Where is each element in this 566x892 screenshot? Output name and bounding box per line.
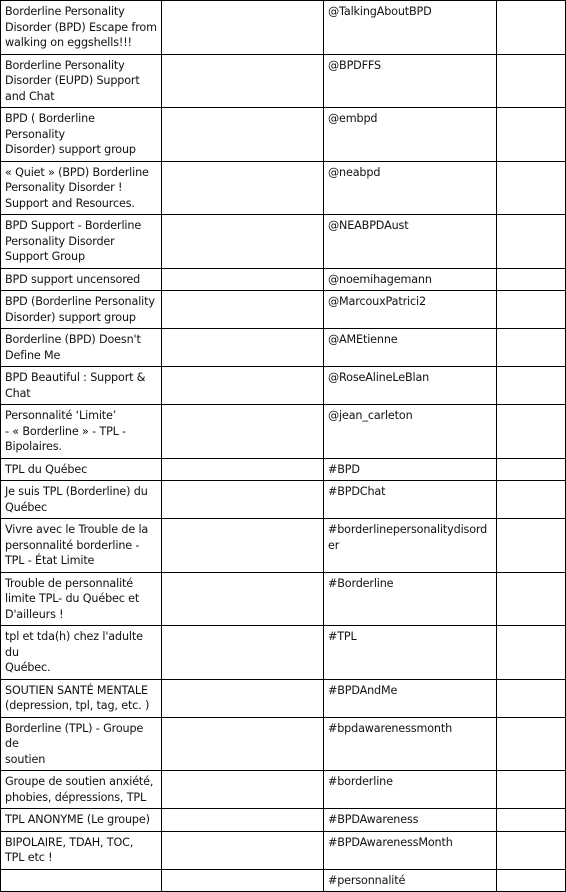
empty-cell xyxy=(162,291,324,329)
table-row xyxy=(1,626,566,680)
empty-cell xyxy=(162,405,324,459)
group-name-cell: Borderline (BPD) Doesn't Define Me xyxy=(1,329,162,367)
empty-cell xyxy=(162,329,324,367)
table-row xyxy=(1,831,566,869)
account-hashtag-cell: #BPDAwarenessMonth xyxy=(324,831,497,869)
account-hashtag-cell: @TalkingAboutBPD xyxy=(324,1,497,55)
empty-cell xyxy=(162,679,324,717)
empty-cell xyxy=(162,519,324,573)
empty-cell xyxy=(162,458,324,481)
account-hashtag-cell: @RoseAlineLeBlan xyxy=(324,367,497,405)
account-hashtag-cell: #BPD xyxy=(324,458,497,481)
table-row xyxy=(1,458,566,481)
table-row xyxy=(1,1,566,55)
account-hashtag-cell: @jean_carleton xyxy=(324,405,497,459)
empty-cell xyxy=(162,161,324,215)
group-name-cell: TPL du Québec xyxy=(1,458,162,481)
empty-cell xyxy=(497,519,566,573)
table-row xyxy=(1,405,566,459)
table-row xyxy=(1,215,566,269)
table-row xyxy=(1,572,566,626)
empty-cell xyxy=(497,329,566,367)
group-name-cell: BPD Beautiful : Support & Chat xyxy=(1,367,162,405)
empty-cell xyxy=(162,367,324,405)
table-row xyxy=(1,108,566,162)
empty-cell xyxy=(497,458,566,481)
account-hashtag-cell: @AMEtienne xyxy=(324,329,497,367)
empty-cell xyxy=(162,771,324,809)
empty-cell xyxy=(497,626,566,680)
group-name-cell: Borderline (TPL) - Groupe de soutien xyxy=(1,717,162,771)
table-row xyxy=(1,717,566,771)
account-hashtag-cell: @MarcouxPatrici2 xyxy=(324,291,497,329)
account-hashtag-cell: @neabpd xyxy=(324,161,497,215)
group-name-cell: « Quiet » (BPD) Borderline Personality Disorder ! Support and Resources. xyxy=(1,161,162,215)
account-hashtag-cell: @embpd xyxy=(324,108,497,162)
table-row xyxy=(1,367,566,405)
group-name-cell: BPD support uncensored xyxy=(1,268,162,291)
empty-cell xyxy=(497,771,566,809)
account-hashtag-cell: #personnalité xyxy=(324,869,497,892)
empty-cell xyxy=(497,215,566,269)
group-name-cell: BPD ( Borderline Personality Disorder) support group xyxy=(1,108,162,162)
table-row xyxy=(1,481,566,519)
empty-cell xyxy=(162,268,324,291)
account-hashtag-cell: #BPDAwareness xyxy=(324,809,497,832)
empty-cell xyxy=(497,291,566,329)
empty-cell xyxy=(162,572,324,626)
group-name-cell: Je suis TPL (Borderline) du Québec xyxy=(1,481,162,519)
account-hashtag-cell: #BPDChat xyxy=(324,481,497,519)
account-hashtag-cell: #Borderline xyxy=(324,572,497,626)
account-hashtag-cell: #BPDAndMe xyxy=(324,679,497,717)
account-hashtag-cell: #TPL xyxy=(324,626,497,680)
account-hashtag-cell: #borderline xyxy=(324,771,497,809)
table-row xyxy=(1,519,566,573)
empty-cell xyxy=(162,1,324,55)
empty-cell xyxy=(162,481,324,519)
empty-cell xyxy=(497,869,566,892)
group-name-cell: Trouble de personnalité limite TPL- du Québec et D'ailleurs ! xyxy=(1,572,162,626)
empty-cell xyxy=(497,717,566,771)
empty-cell xyxy=(497,831,566,869)
empty-cell xyxy=(497,405,566,459)
empty-cell xyxy=(162,869,324,892)
empty-cell xyxy=(162,108,324,162)
empty-cell xyxy=(162,215,324,269)
account-hashtag-cell: #bpdawarenessmonth xyxy=(324,717,497,771)
empty-cell xyxy=(497,572,566,626)
empty-cell xyxy=(162,831,324,869)
table-row xyxy=(1,771,566,809)
group-name-cell: BPD (Borderline Personality Disorder) support group xyxy=(1,291,162,329)
group-name-cell: SOUTIEN SANTÉ MENTALE (depression, tpl, tag, etc. ) xyxy=(1,679,162,717)
empty-cell xyxy=(497,161,566,215)
table-row xyxy=(1,679,566,717)
empty-cell xyxy=(497,54,566,108)
empty-cell xyxy=(497,268,566,291)
group-name-cell xyxy=(1,869,162,892)
table-row xyxy=(1,161,566,215)
account-hashtag-cell: #borderlinepersonalitydisorder xyxy=(324,519,497,573)
group-name-cell: BPD Support - Borderline Personality Disorder Support Group xyxy=(1,215,162,269)
group-name-cell: Personnalité ‘Limite’ - « Borderline » - TPL - Bipolaires. xyxy=(1,405,162,459)
group-name-cell: Borderline Personality Disorder (EUPD) Support and Chat xyxy=(1,54,162,108)
account-hashtag-cell: @NEABPDAust xyxy=(324,215,497,269)
group-name-cell: Borderline Personality Disorder (BPD) Escape from walking on eggshells!!! xyxy=(1,1,162,55)
group-name-cell: Vivre avec le Trouble de la personnalité borderline - TPL - État Limite xyxy=(1,519,162,573)
table-row xyxy=(1,869,566,892)
empty-cell xyxy=(497,1,566,55)
group-name-cell: BIPOLAIRE, TDAH, TOC, TPL etc ! xyxy=(1,831,162,869)
account-hashtag-cell: @noemihagemann xyxy=(324,268,497,291)
table-row xyxy=(1,268,566,291)
group-name-cell: TPL ANONYME (Le groupe) xyxy=(1,809,162,832)
account-hashtag-cell: @BPDFFS xyxy=(324,54,497,108)
table-row xyxy=(1,54,566,108)
empty-cell xyxy=(497,108,566,162)
group-name-cell: tpl et tda(h) chez l'adulte du Québec. xyxy=(1,626,162,680)
empty-cell xyxy=(162,626,324,680)
empty-cell xyxy=(497,679,566,717)
group-name-cell: Groupe de soutien anxiété, phobies, dépressions, TPL xyxy=(1,771,162,809)
empty-cell xyxy=(162,717,324,771)
table-body xyxy=(1,1,566,892)
empty-cell xyxy=(497,481,566,519)
empty-cell xyxy=(497,367,566,405)
empty-cell xyxy=(162,54,324,108)
table-row xyxy=(1,329,566,367)
table-row xyxy=(1,291,566,329)
